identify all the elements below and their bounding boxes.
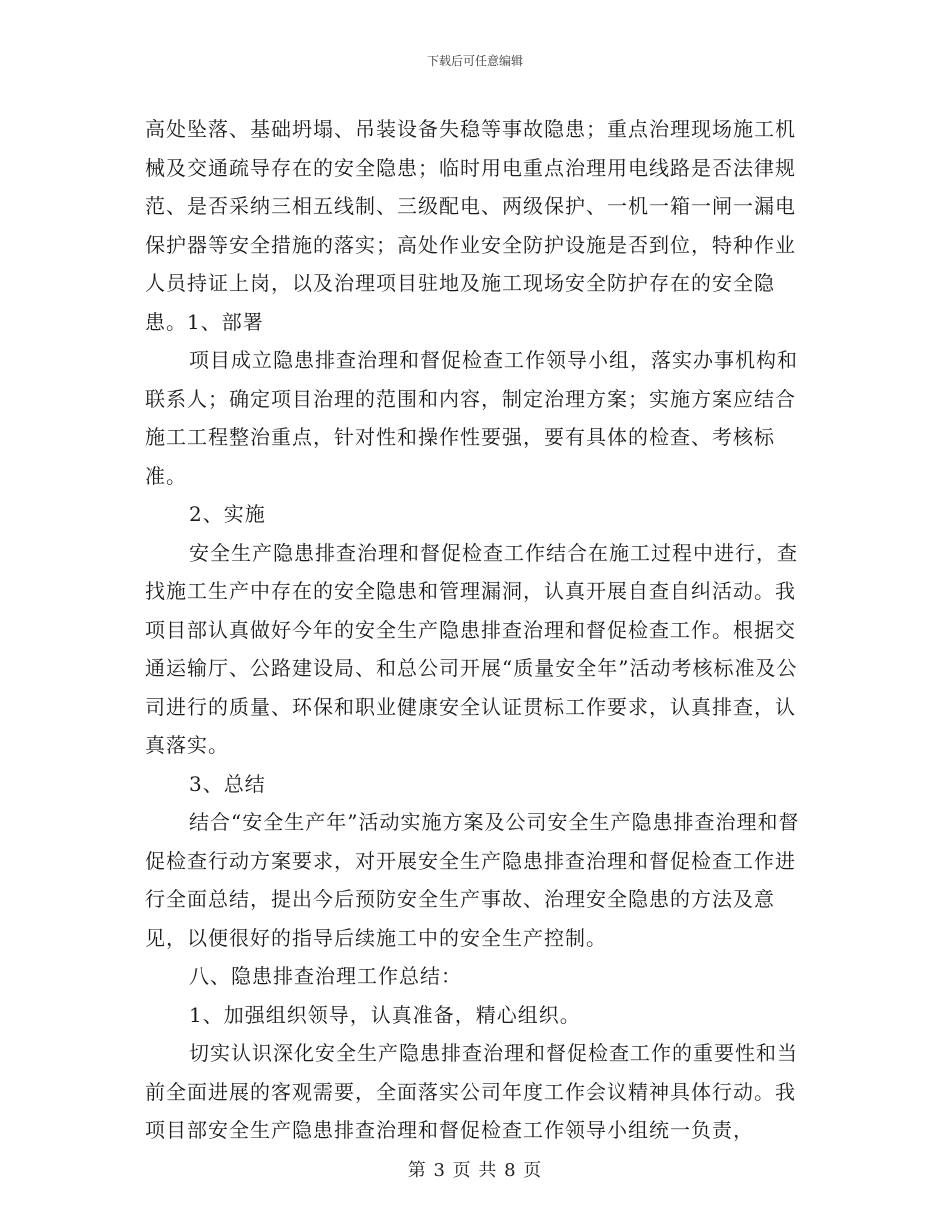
paragraph: 安全生产隐患排查治理和督促检查工作结合在施工过程中进行，查找施工生产中存在的安全隐患和管理漏洞，认真开展自查自纠活动。我项目部认真做好今年的安全生产隐患排查治理和督促检查工作。根据交通运输厅、公路建设局、和总公司开展“质量安全年”活动考核标准及公司进行的质量、环保和职业健康安全认证贯标工作要求，认真排查，认真落实。	[145, 540, 798, 757]
section-heading: 3、总结	[189, 771, 266, 796]
page-number-footer: 第 3 页 共 8 页	[407, 1160, 543, 1181]
paragraph: 结合“安全生产年”活动实施方案及公司安全生产隐患排查治理和督促检查行动方案要求，对开展安全生产隐患排查治理和督促检查工作进行全面总结，提出今后预防安全生产事故、治理安全隐患的方法及意见，以便很好的指导后续施工中的安全生产控制。	[145, 810, 800, 950]
section-heading: 2、实施	[189, 502, 266, 526]
paragraph: 切实认识深化安全生产隐患排查治理和督促检查工作的重要性和当前全面进展的客观需要，全面落实公司年度工作会议精神具体行动。我项目部安全生产隐患排查治理和督促检查工作领导小组统一负责，	[145, 1041, 798, 1142]
paragraph: 高处坠落、基础坍塌、吊装设备失稳等事故隐患；重点治理现场施工机械及交通疏导存在的安全隐患；临时用电重点治理用电线路是否法律规范、是否采纳三相五线制、三级配电、两级保护、一机一箱一闸一漏电保护器等安全措施的落实；高处作业安全防护设施是否到位，特种作业人员持证上岗，以及治理项目驻地及施工现场安全防护存在的安全隐患。1、部署	[145, 117, 796, 334]
document-body	[145, 110, 805, 1150]
section-heading: 1、加强组织领导，认真准备，精心组织。	[189, 1002, 581, 1027]
page-header: 下载后可任意编辑	[426, 54, 523, 68]
section-heading: 八、隐患排查治理工作总结：	[189, 964, 462, 988]
paragraph: 项目成立隐患排查治理和督促检查工作领导小组，落实办事机构和联系人；确定项目治理的范围和内容，制定治理方案；实施方案应结合施工工程整治重点，针对性和操作性要强，要有具体的检查、考核标准。	[145, 348, 798, 488]
